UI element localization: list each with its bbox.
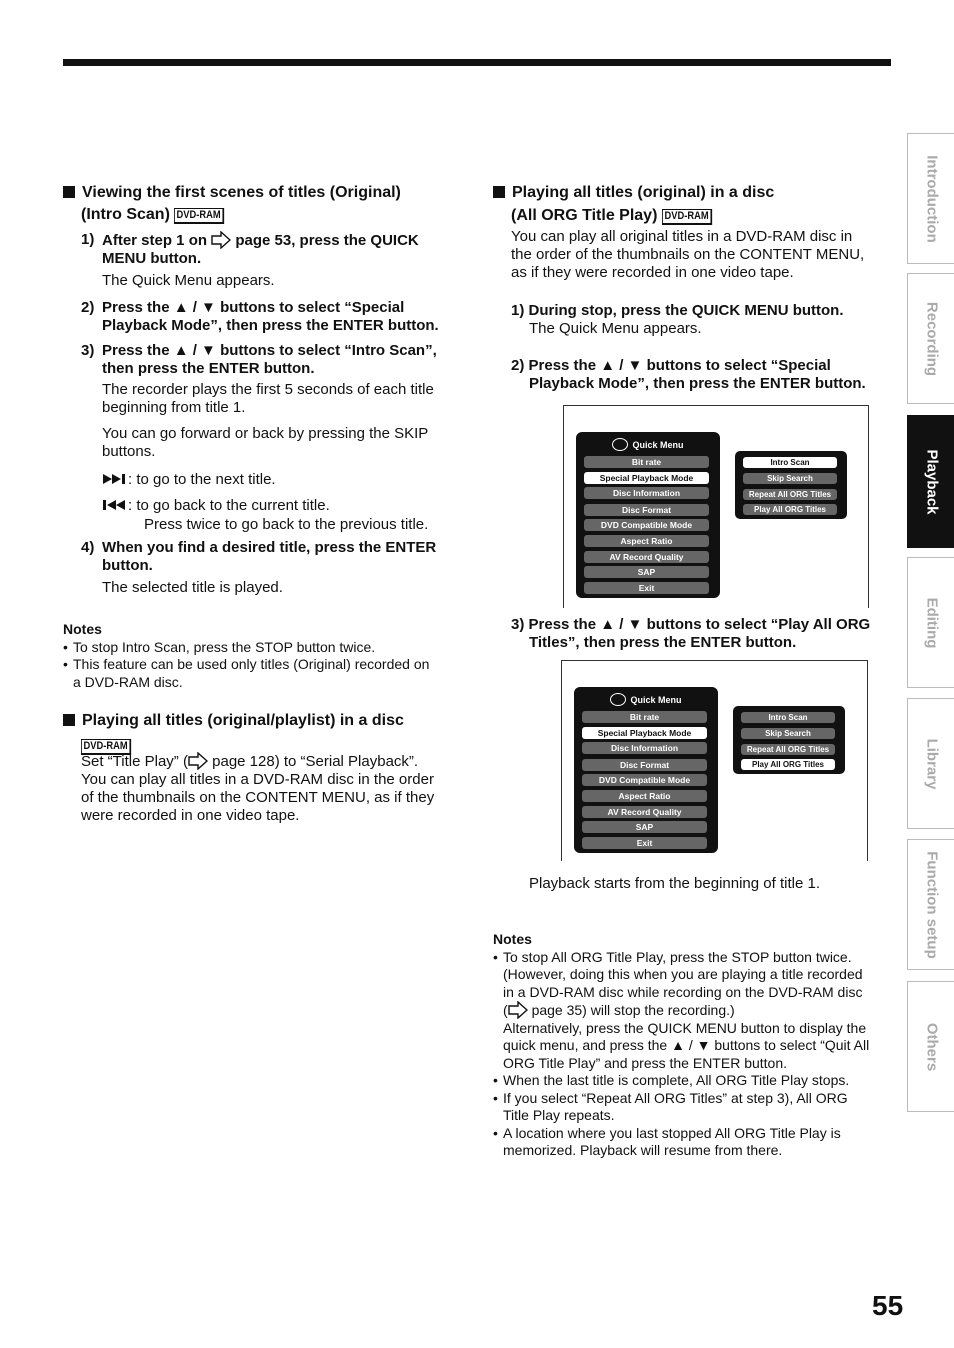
sub-item-skip-search[interactable]: Skip Search [741, 728, 835, 739]
tab-library[interactable]: Library [907, 698, 954, 829]
step-1: After step 1 on page 53, press the QUICK MENU button. The Quick Menu appears. [102, 232, 419, 289]
tab-introduction[interactable]: Introduction [907, 133, 954, 264]
square-bullet-icon [493, 186, 505, 198]
tab-others[interactable]: Others [907, 981, 954, 1112]
quick-menu-icon [610, 693, 626, 706]
step-2: Press the ▲ / ▼ buttons to select “Special Playback Mode”, then press the ENTER button. [102, 299, 439, 334]
menu-item-aspect-ratio[interactable]: Aspect Ratio [584, 535, 709, 547]
menu-item-bit-rate[interactable]: Bit rate [584, 456, 709, 468]
menu-item-av-record[interactable]: AV Record Quality [584, 551, 709, 563]
quick-menu-screenshot-2 [561, 660, 868, 861]
menu-item-exit[interactable]: Exit [582, 837, 707, 849]
menu-item-disc-format[interactable]: Disc Format [584, 504, 709, 516]
square-bullet-icon [63, 714, 75, 726]
page-ref-arrow-icon [508, 1001, 528, 1019]
quick-menu-panel: Quick Menu Bit rate Special Playback Mode Disc Information Disc Format DVD Compatible Mode Aspect Ratio AV Record Quality SAP Exit [576, 432, 720, 598]
menu-item-special-playback[interactable]: Special Playback Mode [582, 727, 707, 739]
menu-item-sap[interactable]: SAP [582, 821, 707, 833]
quick-menu-icon [612, 438, 628, 451]
menu-item-bit-rate[interactable]: Bit rate [582, 711, 707, 723]
sub-item-intro-scan[interactable]: Intro Scan [741, 712, 835, 723]
sub-item-skip-search[interactable]: Skip Search [743, 473, 837, 484]
step-3: Press the ▲ / ▼ buttons to select “Intro Scan”, then press the ENTER button. The recorder plays the first 5 seconds of each title beginning from title 1. You can go forward or back by pressing the SKIP buttons. [102, 342, 437, 460]
playback-result: Playback starts from the beginning of title 1. [529, 875, 820, 892]
all-org-step-2: 2) Press the ▲ / ▼ buttons to select “Special Playback Mode”, then press the ENTER button. [511, 357, 866, 392]
notes-all-org: Notes • To stop All ORG Title Play, press the STOP button twice. (However, doing this when you are playing a title recorded in a DVD-RAM disc while recording on the DVD-RAM disc ( page 35) will stop the recording.) Alternatively, press the QUICK MENU button to display the quick menu, and press the ▲ / ▼ buttons to select “Quit All ORG Title Play” and press the ENTER button. • When the last title is complete, All ORG Title Play stops. • If you select “Repeat All ORG Titles” at step 3), All ORG Title Play repeats. • A location where you last stopped All ORG Title Play is memorized. Playback will resume from there. [493, 931, 893, 1160]
quick-menu-panel: Quick Menu Bit rate Special Playback Mode Disc Information Disc Format DVD Compatible Mode Aspect Ratio AV Record Quality SAP Exit [574, 687, 718, 853]
all-org-step-3: 3) Press the ▲ / ▼ buttons to select “Play All ORG Titles”, then press the ENTER button. [511, 616, 871, 651]
section-heading-all-org: Playing all titles (original) in a disc (All ORG Title Play) DVD-RAM [493, 182, 893, 226]
menu-item-disc-info[interactable]: Disc Information [584, 487, 709, 499]
sub-item-play-all[interactable]: Play All ORG Titles [741, 759, 835, 770]
menu-item-av-record[interactable]: AV Record Quality [582, 806, 707, 818]
serial-playback-text: Set “Title Play” ( page 128) to “Serial Playback”. You can play all titles in a DVD-RAM disc in the order of the thumbnails on the CONTENT MENU, as if they were recorded in one video tape. [81, 753, 435, 824]
tab-playback[interactable]: Playback [907, 415, 954, 548]
sub-item-play-all[interactable]: Play All ORG Titles [743, 504, 837, 515]
dvd-ram-badge: DVD-RAM [81, 739, 131, 755]
special-playback-submenu [733, 706, 845, 774]
dvd-ram-badge: DVD-RAM [662, 209, 712, 225]
all-org-intro: You can play all original titles in a DVD-RAM disc in the order of the thumbnails on the CONTENT MENU, as if they were recorded in one video tape. [511, 228, 865, 281]
skip-back-icon [102, 499, 128, 511]
all-org-step-1: 1) During stop, press the QUICK MENU button. The Quick Menu appears. [511, 302, 844, 337]
page-number: 55 [872, 1290, 904, 1321]
step-1-number: 1) [81, 231, 95, 248]
quick-menu-screenshot-1 [563, 405, 869, 608]
dvd-ram-badge: DVD-RAM [174, 208, 224, 224]
sub-item-repeat-all[interactable]: Repeat All ORG Titles [743, 489, 837, 500]
menu-item-disc-format[interactable]: Disc Format [582, 759, 707, 771]
section-heading-serial: Playing all titles (original/playlist) in a disc DVD-RAM [63, 710, 463, 756]
tab-editing[interactable]: Editing [907, 557, 954, 688]
menu-item-dvd-compatible[interactable]: DVD Compatible Mode [582, 774, 707, 786]
skip-next-line: : to go to the next title. [102, 471, 276, 489]
page-ref-arrow-icon [188, 752, 208, 770]
tab-recording[interactable]: Recording [907, 273, 954, 404]
skip-next-icon [102, 473, 128, 485]
section-heading-intro-scan: Viewing the first scenes of titles (Original) (Intro Scan) DVD-RAM [63, 182, 463, 225]
square-bullet-icon [63, 186, 75, 198]
special-playback-submenu [735, 451, 847, 519]
notes-intro-scan: Notes • To stop Intro Scan, press the STOP button twice. • This feature can be used only titles (Original) recorded on a DVD-RAM disc. [63, 621, 463, 691]
page-ref-arrow-icon [211, 231, 231, 249]
menu-item-aspect-ratio[interactable]: Aspect Ratio [582, 790, 707, 802]
menu-item-sap[interactable]: SAP [584, 566, 709, 578]
tab-function-setup[interactable]: Function setup [907, 839, 954, 970]
top-rule [63, 59, 891, 66]
menu-item-special-playback[interactable]: Special Playback Mode [584, 472, 709, 484]
menu-item-dvd-compatible[interactable]: DVD Compatible Mode [584, 519, 709, 531]
skip-back-line: : to go back to the current title. [102, 497, 330, 515]
menu-item-disc-info[interactable]: Disc Information [582, 742, 707, 754]
sub-item-intro-scan[interactable]: Intro Scan [743, 457, 837, 468]
menu-item-exit[interactable]: Exit [584, 582, 709, 594]
step-4: When you find a desired title, press the ENTER button. The selected title is played. [102, 539, 437, 596]
sub-item-repeat-all[interactable]: Repeat All ORG Titles [741, 744, 835, 755]
